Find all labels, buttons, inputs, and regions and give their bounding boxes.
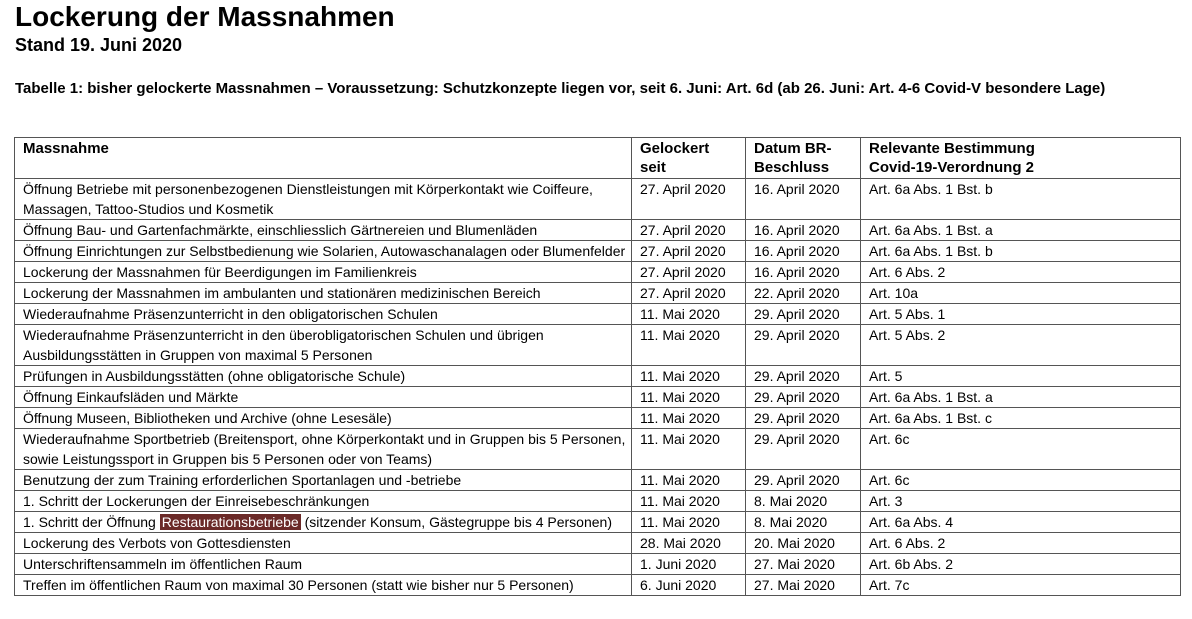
header-datum — [746, 138, 861, 179]
table-row — [15, 366, 1181, 387]
cell-bestimmung: Art. 6c — [861, 470, 1181, 491]
cell-datum: 29. April 2020 — [746, 366, 861, 387]
cell-datum: 22. April 2020 — [746, 283, 861, 304]
page-title: Lockerung der Massnahmen — [15, 1, 395, 32]
cell-gelockert: 11. Mai 2020 — [632, 387, 746, 408]
cell-datum: 29. April 2020 — [746, 470, 861, 491]
table-row — [15, 470, 1181, 491]
table-row — [15, 325, 1181, 366]
header-datum-line2: Beschluss — [754, 159, 830, 176]
cell-massnahme: Öffnung Einrichtungen zur Selbstbedienung wie Solarien, Autowaschanalagen oder Blumenfelder — [15, 241, 632, 262]
cell-bestimmung: Art. 6a Abs. 1 Bst. a — [861, 387, 1181, 408]
cell-datum: 29. April 2020 — [746, 429, 861, 470]
header-gelockert-line1: Gelockert — [640, 140, 710, 157]
cell-massnahme: Öffnung Museen, Bibliotheken und Archive (ohne Lesesäle) — [15, 408, 632, 429]
cell-datum: 16. April 2020 — [746, 220, 861, 241]
cell-bestimmung: Art. 5 — [861, 366, 1181, 387]
cell-datum: 16. April 2020 — [746, 179, 861, 220]
cell-gelockert: 11. Mai 2020 — [632, 491, 746, 512]
cell-massnahme: Wiederaufnahme Präsenzunterricht in den überobligatorischen Schulen und übrigen Ausbildungsstätten in Gruppen von maximal 5 Personen — [15, 325, 632, 366]
table-row — [15, 429, 1181, 470]
cell-bestimmung: Art. 6 Abs. 2 — [861, 262, 1181, 283]
cell-datum: 8. Mai 2020 — [746, 491, 861, 512]
table-row — [15, 554, 1181, 575]
cell-gelockert: 27. April 2020 — [632, 241, 746, 262]
cell-bestimmung: Art. 6c — [861, 429, 1181, 470]
cell-datum: 27. Mai 2020 — [746, 554, 861, 575]
cell-bestimmung: Art. 5 Abs. 1 — [861, 304, 1181, 325]
table-row — [15, 241, 1181, 262]
cell-massnahme: Öffnung Bau- und Gartenfachmärkte, einschliesslich Gärtnereien und Blumenläden — [15, 220, 632, 241]
cell-gelockert: 27. April 2020 — [632, 179, 746, 220]
header-gelockert-line2: seit — [640, 159, 666, 176]
cell-massnahme: Lockerung der Massnahmen im ambulanten und stationären medizinischen Bereich — [15, 283, 632, 304]
cell-bestimmung: Art. 5 Abs. 2 — [861, 325, 1181, 366]
cell-bestimmung: Art. 6a Abs. 4 — [861, 512, 1181, 533]
table-row — [15, 304, 1181, 325]
table-row — [15, 262, 1181, 283]
cell-massnahme: Öffnung Einkaufsläden und Märkte — [15, 387, 632, 408]
cell-datum: 29. April 2020 — [746, 387, 861, 408]
cell-bestimmung: Art. 7c — [861, 575, 1181, 596]
cell-massnahme: Wiederaufnahme Präsenzunterricht in den obligatorischen Schulen — [15, 304, 632, 325]
table-row — [15, 387, 1181, 408]
cell-datum: 16. April 2020 — [746, 262, 861, 283]
table-header-row — [15, 138, 1181, 179]
header-datum-line1: Datum BR- — [754, 140, 832, 157]
cell-bestimmung: Art. 6a Abs. 1 Bst. b — [861, 179, 1181, 220]
table-caption: Tabelle 1: bisher gelockerte Massnahmen – Voraussetzung: Schutzkonzepte liegen vor, seit 6. Juni: Art. 6d (ab 26. Juni: Art. 4-6 Covid-V besondere Lage) — [15, 80, 1106, 97]
cell-bestimmung: Art. 3 — [861, 491, 1181, 512]
cell-gelockert: 11. Mai 2020 — [632, 470, 746, 491]
table-row — [15, 533, 1181, 554]
header-gelockert — [632, 138, 746, 179]
cell-gelockert: 11. Mai 2020 — [632, 366, 746, 387]
cell-bestimmung: Art. 10a — [861, 283, 1181, 304]
cell-massnahme: Wiederaufnahme Sportbetrieb (Breitensport, ohne Körperkontakt und in Gruppen bis 5 Personen, sowie Leistungssport in Gruppen bis 5 Personen oder von Teams) — [15, 429, 632, 470]
header-massnahme: Massnahme — [15, 138, 632, 179]
cell-datum: 29. April 2020 — [746, 304, 861, 325]
table-row — [15, 408, 1181, 429]
header-bestimmung-line2: Covid-19-Verordnung 2 — [869, 159, 1035, 176]
cell-massnahme — [15, 512, 632, 533]
cell-massnahme: Treffen im öffentlichen Raum von maximal 30 Personen (statt wie bisher nur 5 Personen) — [15, 575, 632, 596]
cell-gelockert: 27. April 2020 — [632, 262, 746, 283]
cell-gelockert: 11. Mai 2020 — [632, 429, 746, 470]
cell-bestimmung: Art. 6 Abs. 2 — [861, 533, 1181, 554]
cell-datum: 29. April 2020 — [746, 325, 861, 366]
cell-gelockert: 27. April 2020 — [632, 283, 746, 304]
cell-datum: 8. Mai 2020 — [746, 512, 861, 533]
header-bestimmung-line1: Relevante Bestimmung — [869, 140, 1035, 157]
page-subtitle: Stand 19. Juni 2020 — [15, 35, 183, 55]
massnahme-text-after: (sitzender Konsum, Gästegruppe bis 4 Personen) — [300, 514, 612, 530]
cell-bestimmung: Art. 6a Abs. 1 Bst. a — [861, 220, 1181, 241]
cell-gelockert: 28. Mai 2020 — [632, 533, 746, 554]
cell-gelockert: 27. April 2020 — [632, 220, 746, 241]
cell-massnahme: Lockerung des Verbots von Gottesdiensten — [15, 533, 632, 554]
cell-massnahme: Prüfungen in Ausbildungsstätten (ohne obligatorische Schule) — [15, 366, 632, 387]
cell-bestimmung: Art. 6a Abs. 1 Bst. b — [861, 241, 1181, 262]
cell-datum: 20. Mai 2020 — [746, 533, 861, 554]
cell-massnahme: Benutzung der zum Training erforderlichen Sportanlagen und -betriebe — [15, 470, 632, 491]
cell-bestimmung: Art. 6a Abs. 1 Bst. c — [861, 408, 1181, 429]
table-row — [15, 512, 1181, 533]
cell-datum: 16. April 2020 — [746, 241, 861, 262]
cell-gelockert: 1. Juni 2020 — [632, 554, 746, 575]
massnahme-text-before: 1. Schritt der Öffnung — [23, 514, 160, 530]
table-row — [15, 575, 1181, 596]
cell-datum: 27. Mai 2020 — [746, 575, 861, 596]
cell-massnahme: Lockerung der Massnahmen für Beerdigungen im Familienkreis — [15, 262, 632, 283]
cell-gelockert: 11. Mai 2020 — [632, 408, 746, 429]
table-row — [15, 220, 1181, 241]
cell-gelockert: 11. Mai 2020 — [632, 512, 746, 533]
measures-table — [14, 137, 1181, 596]
cell-massnahme: Öffnung Betriebe mit personenbezogenen Dienstleistungen mit Körperkontakt wie Coiffeure, Massagen, Tattoo-Studios und Kosmetik — [15, 179, 632, 220]
table-row — [15, 179, 1181, 220]
table-row — [15, 283, 1181, 304]
cell-gelockert: 11. Mai 2020 — [632, 325, 746, 366]
cell-datum: 29. April 2020 — [746, 408, 861, 429]
cell-gelockert: 6. Juni 2020 — [632, 575, 746, 596]
cell-massnahme: 1. Schritt der Lockerungen der Einreisebeschränkungen — [15, 491, 632, 512]
cell-gelockert: 11. Mai 2020 — [632, 304, 746, 325]
table-row — [15, 491, 1181, 512]
cell-massnahme: Unterschriftensammeln im öffentlichen Raum — [15, 554, 632, 575]
search-highlight[interactable]: Restaurationsbetriebe — [161, 514, 299, 530]
header-bestimmung — [861, 138, 1181, 179]
cell-bestimmung: Art. 6b Abs. 2 — [861, 554, 1181, 575]
